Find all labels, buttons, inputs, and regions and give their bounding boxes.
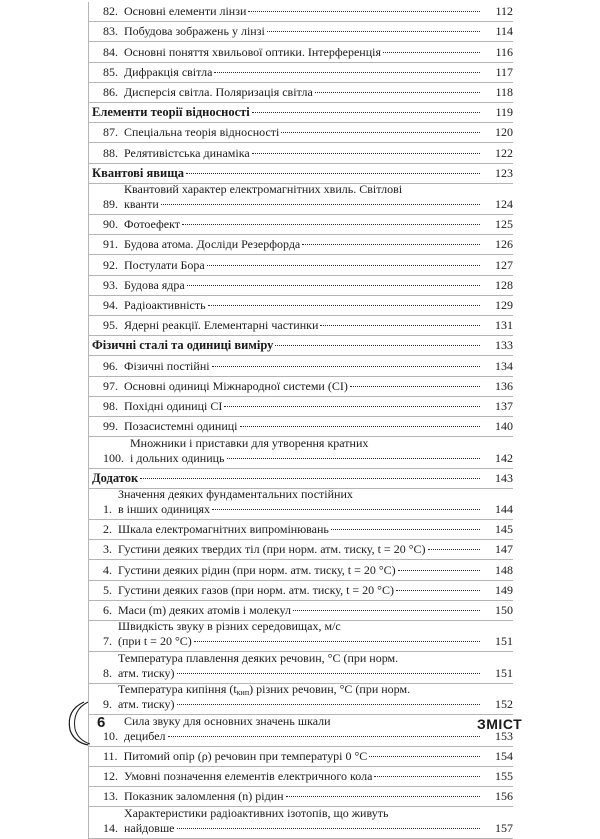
toc-entry[interactable] [89, 42, 513, 62]
dot-leader [275, 344, 480, 346]
toc-entry-title: Множники і приставки для утворення кратних і дольних одиниць [130, 436, 480, 466]
dot-leader [374, 775, 480, 777]
toc-page-number: 152 [495, 697, 513, 712]
toc-entry-title: Температура кипіння $(t_{кип})$ різних речовин, °С (при норм. атм. тиску) [118, 682, 480, 712]
toc-entry[interactable] [89, 377, 513, 397]
toc-page-number: 112 [495, 4, 513, 19]
toc-entry[interactable] [89, 520, 513, 540]
toc-entry[interactable] [89, 235, 513, 255]
toc-entry-number: 91. [103, 237, 118, 252]
toc-page-number: 129 [495, 298, 513, 313]
toc-entry[interactable] [89, 397, 513, 417]
dot-leader [293, 609, 480, 611]
toc-entry[interactable] [89, 652, 513, 683]
toc-entry-number: 10. [103, 728, 118, 743]
toc-entry-number: 96. [103, 358, 118, 373]
dot-leader [168, 735, 480, 737]
toc-entry-title: Шкала електромагнітних випромінювань [118, 522, 480, 537]
subscript-text: кип [236, 688, 250, 698]
toc-entry-title: Дисперсія світла. Поляризація світла [124, 85, 480, 100]
toc-entry[interactable] [89, 143, 513, 163]
dot-leader [207, 264, 480, 266]
toc-entry-number: 4. [103, 562, 112, 577]
toc-section-heading[interactable] [89, 103, 513, 123]
dot-leader [187, 284, 480, 286]
toc-entry-number: 88. [103, 145, 118, 160]
toc-entry[interactable] [89, 63, 513, 83]
toc-entry-title: Густини деяких твердих тіл (при норм. атм. тиску, t = 20 °С) [118, 542, 480, 557]
dot-leader [396, 589, 480, 591]
toc-entry[interactable] [89, 540, 513, 560]
dot-leader [398, 569, 480, 571]
toc-entry-number: 93. [103, 277, 118, 292]
toc-entry-number: 9. [103, 697, 112, 712]
toc-page-number: 140 [495, 419, 513, 434]
toc-section-heading[interactable] [89, 164, 513, 184]
toc-entry-title: Похідні одиниці СІ [124, 399, 480, 414]
toc-entry-number: 1. [103, 502, 112, 517]
toc-page-number: 120 [495, 125, 513, 140]
toc-entry-title: Будова ядра [124, 278, 480, 293]
dot-leader [252, 111, 480, 113]
toc-page-number: 126 [495, 237, 513, 252]
toc-entry[interactable] [89, 715, 513, 746]
toc-entry[interactable] [89, 581, 513, 601]
toc-page-number: 127 [495, 257, 513, 272]
dot-leader [315, 91, 480, 93]
dot-leader [281, 131, 480, 133]
toc-entry[interactable] [89, 767, 513, 787]
toc-page-number: 122 [495, 145, 513, 160]
toc-entry[interactable] [89, 489, 513, 520]
toc-entry-title: Будова атома. Досліди Резерфорда [124, 237, 480, 252]
toc-entry[interactable] [89, 621, 513, 652]
toc-page-number: 155 [495, 768, 513, 783]
toc-entry-title: Показник заломлення (n) рідин [124, 789, 480, 804]
toc-entry-title: Елементи теорії відносності [92, 105, 480, 120]
toc-entry-title: Характеристики радіоактивних ізотопів, що живуть найдовше [124, 806, 480, 836]
toc-entry-number: 83. [103, 24, 118, 39]
dot-leader [240, 425, 480, 427]
toc-page-number: 116 [495, 44, 513, 59]
toc-entry[interactable] [89, 123, 513, 143]
page-corner-decoration [62, 700, 122, 746]
toc-page-number: 131 [495, 318, 513, 333]
toc-page-number: 156 [495, 789, 513, 804]
toc-entry-title: Релятивістська динаміка [124, 146, 480, 161]
toc-entry-number: 13. [103, 789, 118, 804]
toc-entry-number: 95. [103, 318, 118, 333]
toc-entry[interactable] [89, 356, 513, 376]
toc-entry-title: Квантові явища [92, 166, 480, 181]
toc-entry-title: Питомий опір (ρ) речовин при температурі 0 °С [124, 749, 480, 764]
toc-entry-title: Спеціальна теорія відносності [124, 125, 480, 140]
toc-entry-number: 98. [103, 398, 118, 413]
toc-page-number: 118 [495, 84, 513, 99]
toc-entry-number: 85. [103, 64, 118, 79]
dot-leader [182, 223, 480, 225]
toc-page-number: 124 [495, 197, 513, 212]
toc-entry-title: Значення деяких фундаментальних постійних в інших одиницях [118, 487, 480, 517]
toc-entry[interactable] [89, 2, 513, 22]
toc-entry-title: Додаток [92, 471, 480, 486]
dot-leader [369, 755, 480, 757]
dot-leader [428, 548, 481, 550]
toc-entry-title: Радіоактивність [124, 298, 480, 313]
dot-leader [186, 172, 480, 174]
toc-page-number: 157 [495, 820, 513, 835]
toc-entry-title: Квантовий характер електромагнітних хвиль. Світлові кванти [124, 182, 480, 212]
dot-leader [331, 528, 480, 530]
toc-page-number: 148 [495, 562, 513, 577]
toc-entry-title: Густини деяких рідин (при норм. атм. тиску, t = 20 °С) [118, 563, 480, 578]
toc-entry-number: 6. [103, 603, 112, 618]
toc-page-number: 143 [495, 470, 513, 485]
toc-entry-title: Густини деяких газов (при норм. атм. тиску, t = 20 °С) [118, 583, 480, 598]
toc-entry-title: Дифракція світла [124, 65, 480, 80]
toc-page-number: 119 [495, 105, 513, 120]
toc-entry-number: 12. [103, 768, 118, 783]
dot-leader [212, 365, 480, 367]
toc-entry[interactable] [89, 437, 513, 468]
toc-entry-number: 100. [103, 450, 124, 465]
toc-entry-number: 11. [103, 748, 118, 763]
toc-entry-number: 14. [103, 820, 118, 835]
toc-entry[interactable] [89, 276, 513, 296]
dot-leader [177, 672, 480, 674]
dot-leader [267, 30, 480, 32]
toc-page-number: 151 [495, 665, 513, 680]
toc-page-number: 154 [495, 748, 513, 763]
toc-entry[interactable] [89, 417, 513, 437]
dot-leader [212, 508, 480, 510]
toc-page-number: 150 [495, 603, 513, 618]
toc-page-number: 153 [495, 728, 513, 743]
toc-entry[interactable] [89, 601, 513, 621]
toc-page-number: 147 [495, 542, 513, 557]
toc-entry-title: Фізичні сталі та одиниці виміру [92, 338, 480, 353]
toc-entry[interactable] [89, 255, 513, 275]
toc-page-number: 123 [495, 165, 513, 180]
toc-entry-title: Фізичні постійні [124, 359, 480, 374]
toc-entry-number: 5. [103, 582, 112, 597]
dot-leader [194, 640, 480, 642]
toc-page-number: 114 [495, 24, 513, 39]
toc-entry-title: Ядерні реакції. Елементарні частинки [124, 318, 480, 333]
toc-entry-number: 7. [103, 634, 112, 649]
toc-entry-title: Основні елементи лінзи [124, 4, 480, 19]
toc-entry[interactable] [89, 316, 513, 336]
dot-leader [161, 203, 480, 205]
dot-leader [140, 477, 480, 479]
toc-entry-number: 87. [103, 125, 118, 140]
toc-page-number: 136 [495, 378, 513, 393]
toc-entry[interactable] [89, 787, 513, 807]
toc-page-number: 125 [495, 217, 513, 232]
dot-leader [227, 457, 480, 459]
running-footer-title: ЗМІСТ [477, 716, 523, 732]
page-number: 6 [97, 714, 106, 731]
dot-leader [286, 795, 480, 797]
toc-entry-number: 99. [103, 419, 118, 434]
toc-entry[interactable] [89, 560, 513, 580]
toc-page-number: 128 [495, 277, 513, 292]
toc-entry-number: 3. [103, 542, 112, 557]
dot-leader [320, 324, 480, 326]
toc-section-heading[interactable] [89, 469, 513, 489]
toc-entry[interactable] [89, 807, 513, 838]
toc-entry[interactable] [89, 184, 513, 215]
toc-entry-title: Сила звуку для основних значень шкали децибел [124, 714, 480, 744]
toc-entry-number: 8. [103, 665, 112, 680]
toc-entry-number: 89. [103, 197, 118, 212]
toc-entry-number: 82. [103, 4, 118, 19]
toc-page-number: 137 [495, 398, 513, 413]
toc-entry-number: 84. [103, 44, 118, 59]
toc-entry-number: 2. [103, 522, 112, 537]
toc-entry-number: 94. [103, 298, 118, 313]
toc-entry-title: Основні поняття хвильової оптики. Інтерференція [124, 45, 480, 60]
toc-entry-title: Маси (m) деяких атомів і молекул [118, 603, 480, 618]
toc-entry-title: Позасистемні одиниці [124, 419, 480, 434]
dot-leader [214, 71, 480, 73]
toc-page-number: 133 [495, 338, 513, 353]
toc-entry[interactable] [89, 684, 513, 715]
toc-entry-number: 90. [103, 217, 118, 232]
dot-leader [350, 385, 480, 387]
dot-leader [177, 827, 480, 829]
toc-entry-title: Побудова зображень у лінзі [124, 24, 480, 39]
toc-entry-title: Умовні позначення елементів електричного кола [124, 769, 480, 784]
toc-entry[interactable] [89, 215, 513, 235]
dot-leader [224, 405, 480, 407]
toc-section-heading[interactable] [89, 336, 513, 356]
dot-leader [177, 703, 480, 705]
toc-page-number: 145 [495, 522, 513, 537]
toc-entry[interactable] [89, 296, 513, 316]
dot-leader [302, 243, 480, 245]
toc-page-number: 117 [495, 64, 513, 79]
toc-page-number: 134 [495, 358, 513, 373]
toc-entry-title: Постулати Бора [124, 258, 480, 273]
toc-entry-title: Фотоефект [124, 217, 480, 232]
toc-entry[interactable] [89, 22, 513, 42]
toc-entry-title: Швидкість звуку в різних середовищах, м/с (при t = 20 °С) [118, 619, 480, 649]
toc-entry-title: Основні одиниці Міжнародної системи (СІ) [124, 379, 480, 394]
toc-entry-number: 92. [103, 257, 118, 272]
toc-entry-title: Температура плавлення деяких речовин, °С (при норм. атм. тиску) [118, 651, 480, 681]
dot-leader [248, 10, 480, 12]
toc-page-number: 151 [495, 634, 513, 649]
toc-page-number: 144 [495, 502, 513, 517]
dot-leader [383, 51, 480, 53]
toc-entry-number: 86. [103, 84, 118, 99]
toc-entry[interactable] [89, 83, 513, 103]
table-of-contents [88, 2, 513, 839]
dot-leader [252, 152, 480, 154]
toc-page-number: 142 [495, 450, 513, 465]
dot-leader [208, 304, 480, 306]
toc-entry-number: 97. [103, 378, 118, 393]
toc-page-number: 149 [495, 582, 513, 597]
arc-ornament-icon [62, 700, 122, 746]
